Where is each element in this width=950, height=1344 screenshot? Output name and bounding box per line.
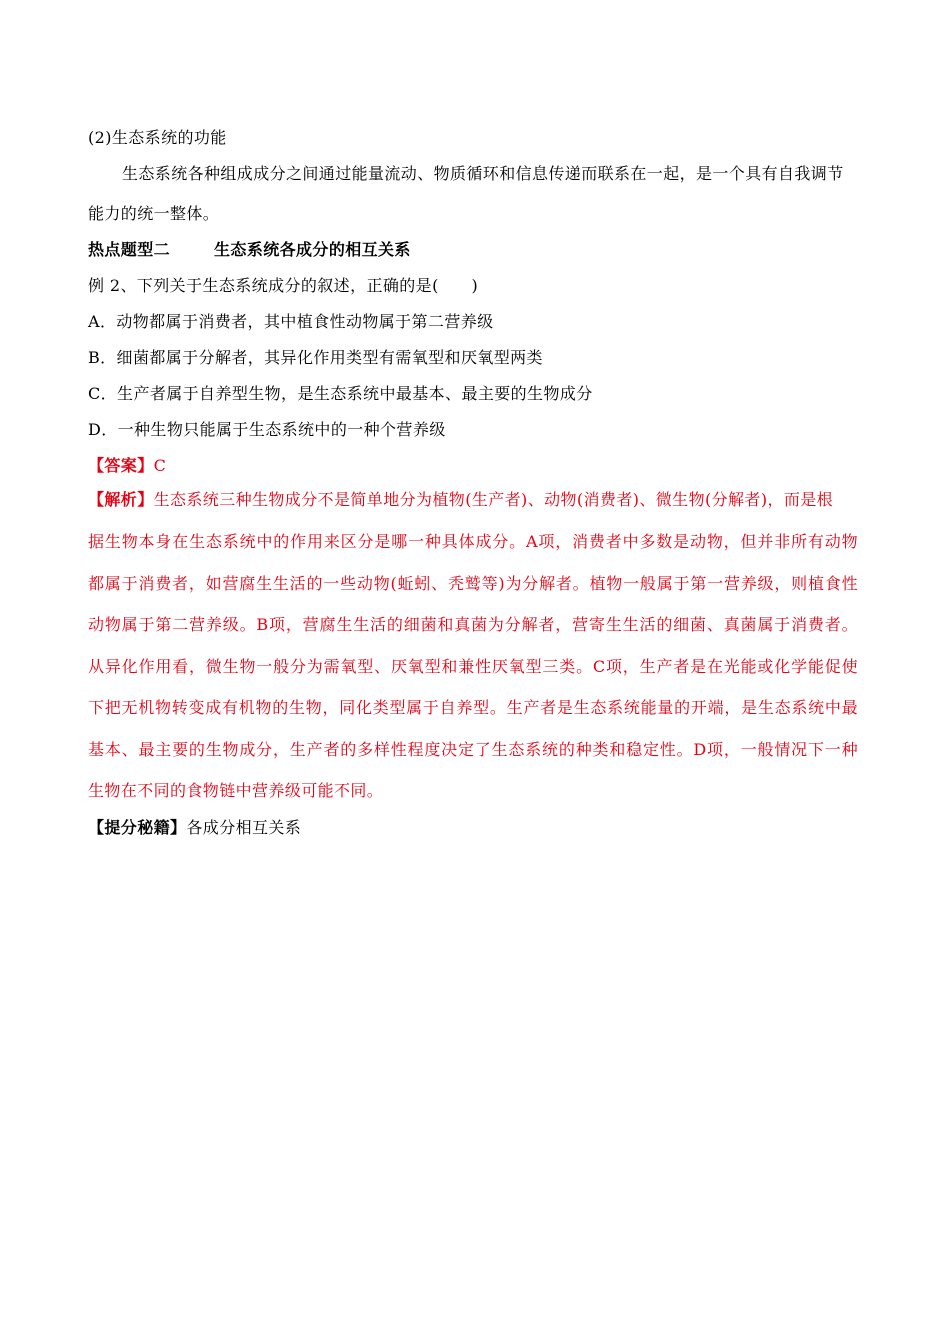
answer-line — [88, 456, 166, 476]
option-d: D．一种生物只能属于生态系统中的一种个营养级 — [88, 420, 446, 439]
tips-tag: 【提分秘籍】 — [88, 818, 187, 837]
analysis-line-8: 生物在不同的食物链中营养级可能不同。 — [88, 781, 384, 800]
option-b: B．细菌都属于分解者，其异化作用类型有需氧型和厌氧型两类 — [88, 348, 543, 367]
analysis-text-1: 生态系统三种生物成分不是简单地分为植物(生产者)、动物(消费者)、微生物(分解者)，而是根 — [153, 490, 834, 509]
function-paragraph-line-1: 生态系统各种组成成分之间通过能量流动、物质循环和信息传递而联系在一起，是一个具有自我调节 — [122, 164, 844, 183]
option-a: A．动物都属于消费者，其中植食性动物属于第二营养级 — [88, 312, 494, 331]
tips-text: 各成分相互关系 — [186, 818, 302, 837]
function-paragraph-line-2: 能力的统一整体。 — [88, 204, 220, 223]
analysis-line-3: 都属于消费者，如营腐生生活的一些动物(蚯蚓、秃鹫等)为分解者。植物一般属于第一营养级，则植食性 — [88, 574, 858, 593]
question-stem: 例 2、下列关于生态系统成分的叙述，正确的是( ) — [88, 276, 479, 295]
analysis-line-1 — [88, 490, 833, 510]
answer-value: C — [153, 456, 167, 475]
tips-line — [88, 818, 301, 838]
analysis-tag: 【解析】 — [88, 490, 154, 509]
section-heading: (2)生态系统的功能 — [88, 128, 227, 147]
analysis-line-5: 从异化作用看，微生物一般分为需氧型、厌氧型和兼性厌氧型三类。C项，生产者是在光能或化学能促使 — [88, 657, 858, 676]
hot-topic-title: 生态系统各成分的相互关系 — [214, 240, 411, 259]
answer-tag: 【答案】 — [88, 456, 154, 475]
hot-topic-heading — [88, 240, 411, 260]
analysis-line-2: 据生物本身在生态系统中的作用来区分是哪一种具体成分。A项，消费者中多数是动物，但并非所有动物 — [88, 532, 858, 551]
analysis-line-6: 下把无机物转变成有机物的生物，同化类型属于自养型。生产者是生态系统能量的开端，是生态系统中最 — [88, 698, 858, 717]
hot-topic-label: 热点题型二 — [88, 240, 171, 259]
option-c: C．生产者属于自养型生物，是生态系统中最基本、最主要的生物成分 — [88, 384, 593, 403]
analysis-line-7: 基本、最主要的生物成分，生产者的多样性程度决定了生态系统的种类和稳定性。D项，一般情况下一种 — [88, 740, 858, 759]
analysis-line-4: 动物属于第二营养级。B项，营腐生生活的细菌和真菌为分解者，营寄生生活的细菌、真菌属于消费者。 — [88, 615, 858, 634]
